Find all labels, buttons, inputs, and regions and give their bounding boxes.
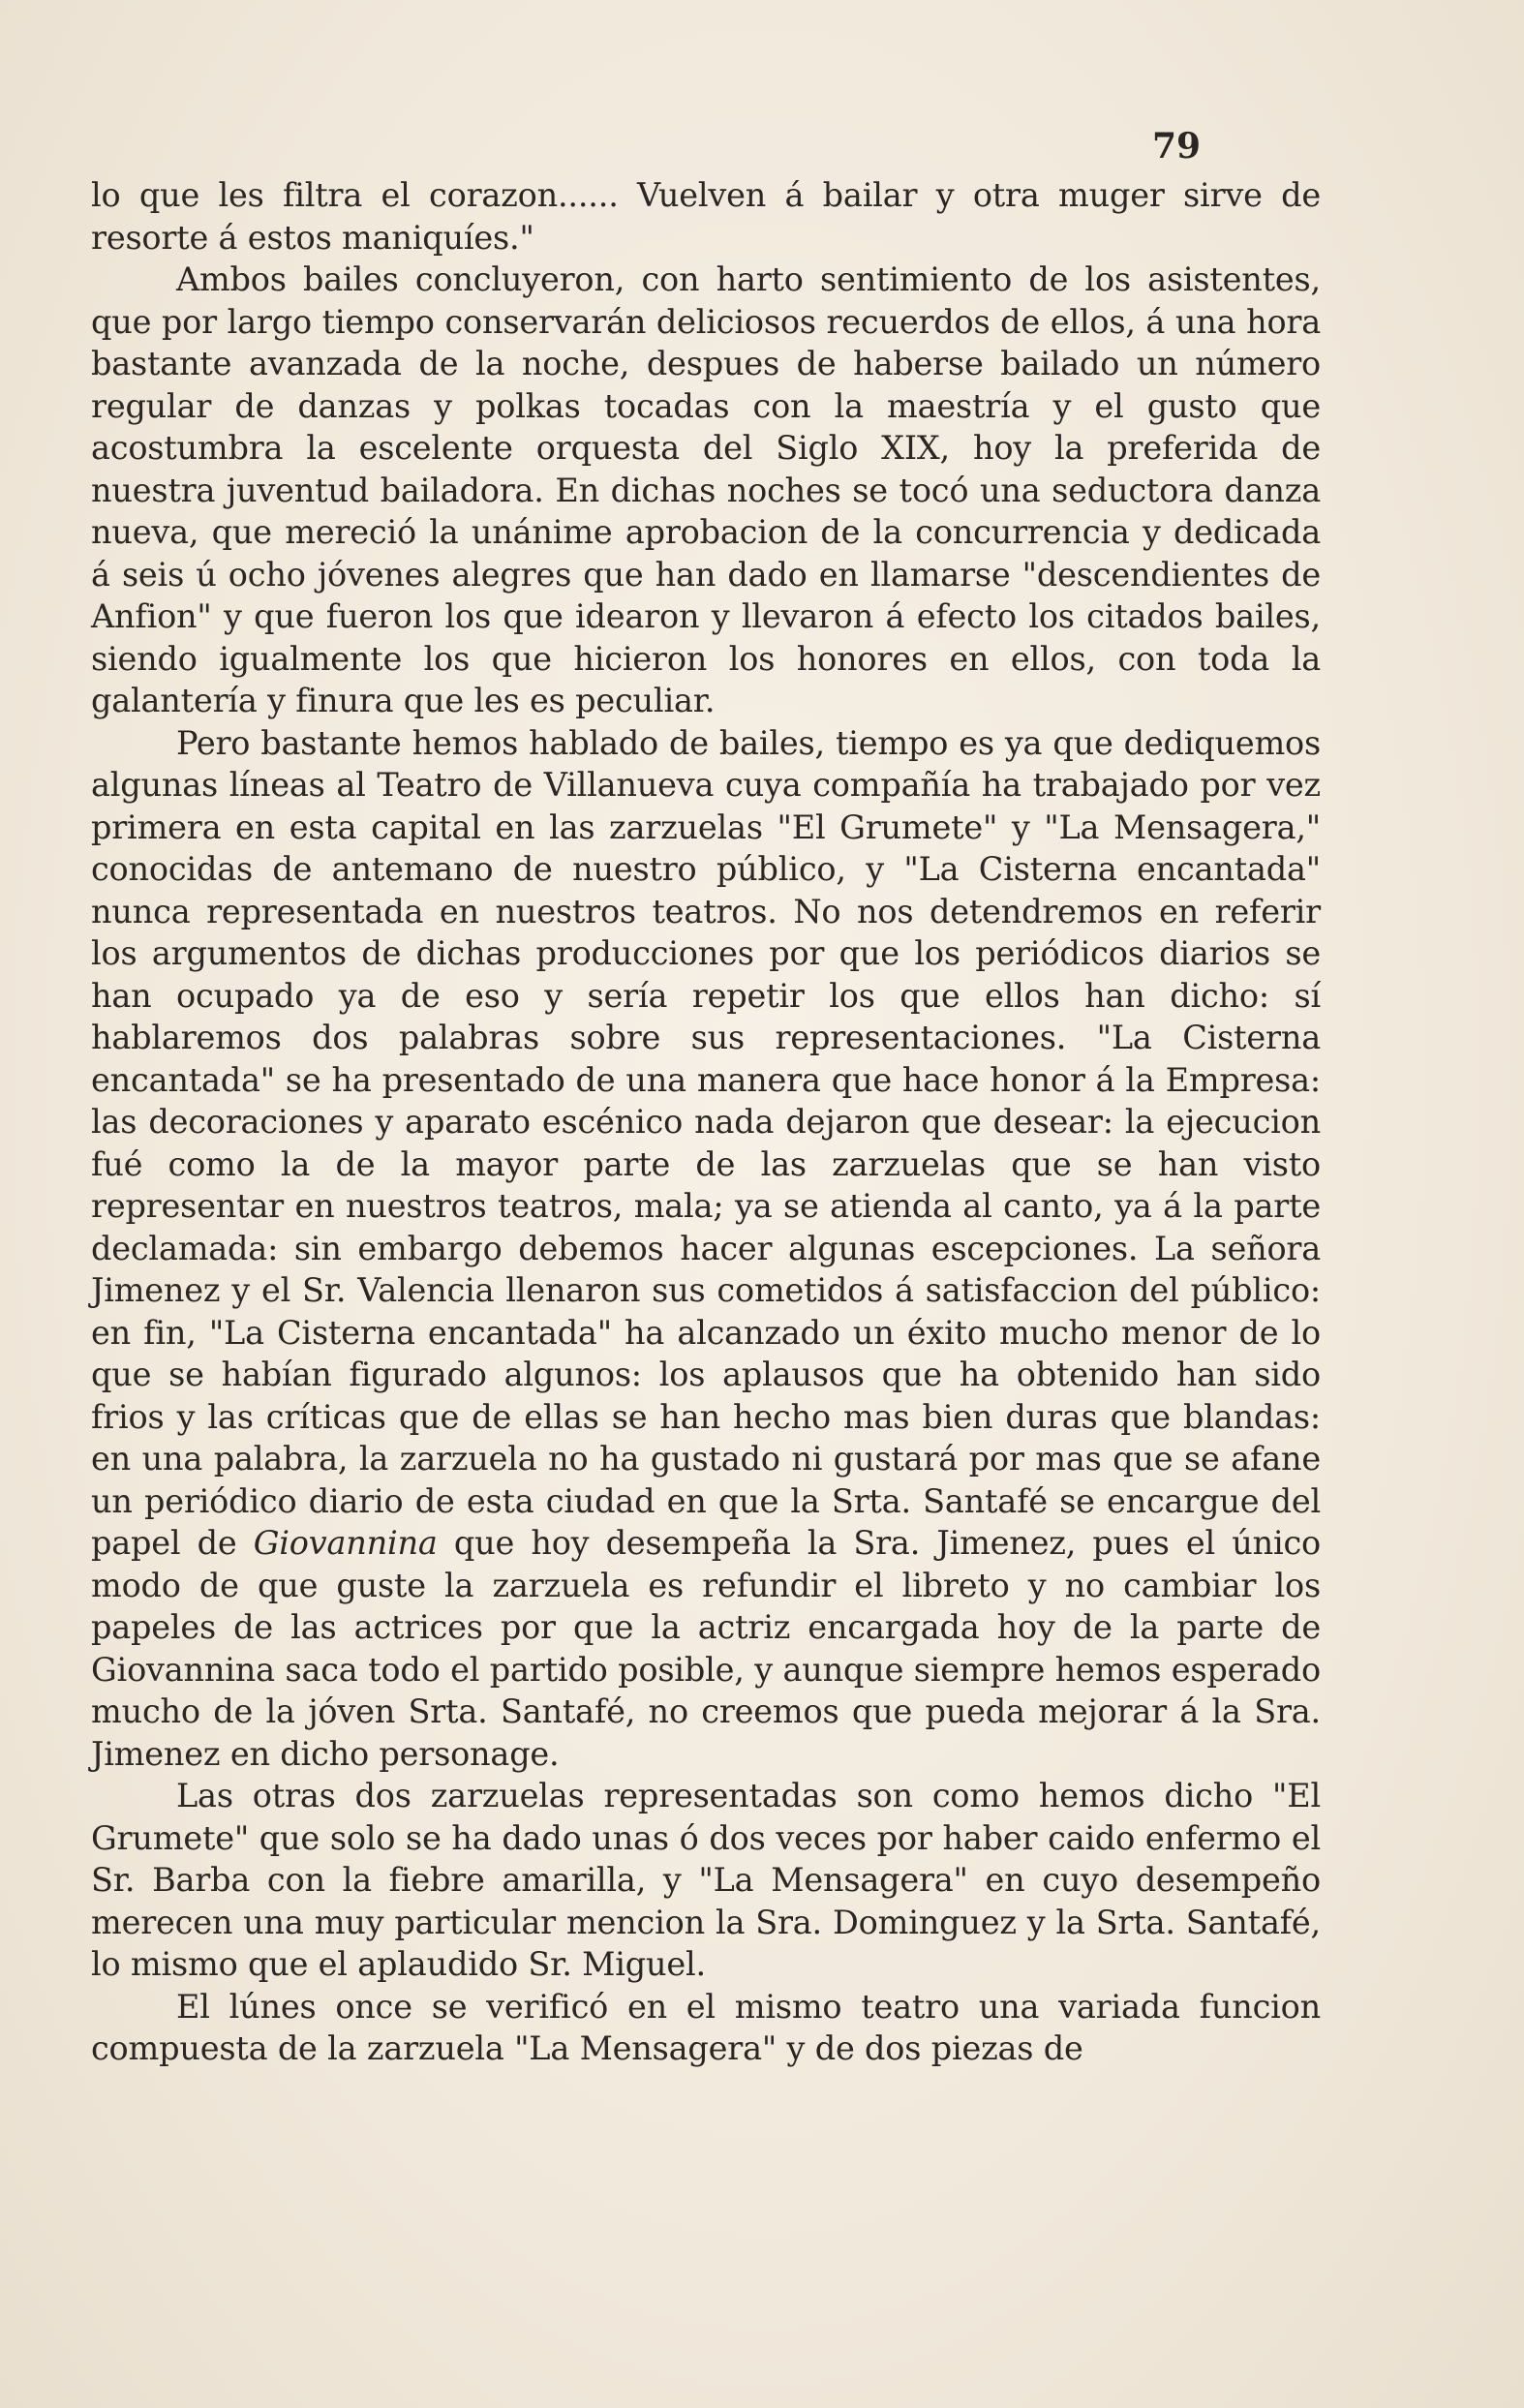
paragraph-3-text-before: Pero bastante hemos hablado de bailes, tiempo es ya que dediquemos algunas líneas al Teatro de Villanueva cuya compañía ha trabajado por vez primera en esta capital en las zarzuelas "El Grumete" y "La Mensagera," conocidas de antemano de nuestro público, y "La Cisterna encantada" nunca representada en nuestros teatros. No nos detendremos en referir los argumentos de dichas producciones por que los periódicos diarios se han ocupado ya de eso y sería repetir los que ellos han dicho: sí hablaremos dos palabras sobre sus representaciones. "La Cisterna encantada" se ha presentado de una manera que hace honor á la Empresa: las decoraciones y aparato escénico nada dejaron que desear: la ejecucion fué como la de la mayor parte de las zarzuelas que se han visto representar en nuestros teatros, mala; ya se atienda al canto, ya á la parte declamada: sin embargo debemos hacer algunas escepciones. La señora Jimenez y el Sr. Valencia llenaron sus cometidos á satisfaccion del público: en fin, "La Cisterna encantada" ha alcanzado un éxito mucho menor de lo que se habían figurado algunos: los aplausos que ha obtenido han sido frios y las críticas que de ellas se han hecho mas bien duras que blandas: en una palabra, la zarzuela no ha gustado ni gustará por mas que se afane un periódico diario de esta ciudad en que la Srta. Santafé se encargue del papel de [91, 723, 1321, 1562]
paragraph-5: El lúnes once se verificó en el mismo teatro una variada funcion compuesta de la zarzuela "La Mensagera" y de dos piezas de [91, 1987, 1321, 2067]
paragraph-3 [91, 722, 1321, 1776]
italic-term-giovannina: Giovannina [253, 1524, 438, 1562]
body-text [91, 174, 1321, 2070]
page-number: 79 [1152, 126, 1202, 167]
paragraph-2: Ambos bailes concluyeron, con harto sentimiento de los asistentes, que por largo tiempo conservarán deliciosos recuerdos de ellos, á una hora bastante avanzada de la noche, despues de haberse bailado un número regular de danzas y polkas tocadas con la maestría y el gusto que acostumbra la escelente orquesta del Siglo XIX, hoy la preferida de nuestra juventud bailadora. En dichas noches se tocó una seductora danza nueva, que mereció la unánime aprobacion de la concurrencia y dedicada á seis ú ocho jóvenes alegres que han dado en llamarse "descendientes de Anfion" y que fueron los que idearon y llevaron á efecto los citados bailes, siendo igualmente los que hicieron los honores en ellos, con toda la galantería y finura que les es peculiar. [91, 260, 1321, 719]
paragraph-3-text-after: que hoy desempeña la Sra. Jimenez, pues el único modo de que guste la zarzuela es refundir el libreto y no cambiar los papeles de las actrices por que la actriz encargada hoy de la parte de Giovannina saca todo el partido posible, y aunque siempre hemos esperado mucho de la jóven Srta. Santafé, no creemos que pueda mejorar á la Sra. Jimenez en dicho personage. [91, 1524, 1321, 1773]
paragraph-4: Las otras dos zarzuelas representadas son como hemos dicho "El Grumete" que solo se ha dado unas ó dos veces por haber caido enfermo el Sr. Barba con la fiebre amarilla, y "La Mensagera" en cuyo desempeño merecen una muy particular mencion la Sra. Dominguez y la Srta. Santafé, lo mismo que el aplaudido Sr. Miguel. [91, 1777, 1321, 1983]
paragraph-1: lo que les filtra el corazon...... Vuelven á bailar y otra muger sirve de resorte á estos maniquíes." [91, 176, 1321, 257]
